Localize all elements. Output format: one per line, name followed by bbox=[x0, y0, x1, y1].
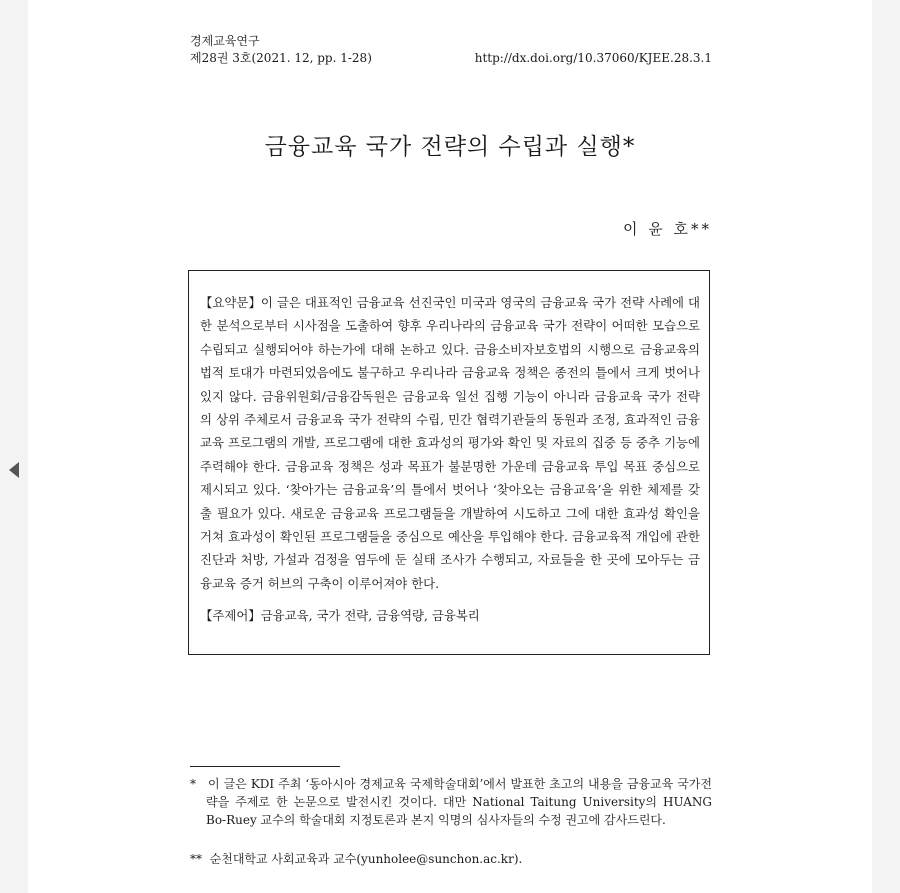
keywords: 【주제어】금융교육, 국가 전략, 금융역량, 금융복리 bbox=[200, 608, 480, 623]
doi-link[interactable]: http://dx.doi.org/10.37060/KJEE.28.3.1 bbox=[474, 51, 712, 65]
paper-title: 금융교육 국가 전략의 수립과 실행* bbox=[264, 134, 636, 160]
abstract-text: 【요약문】이 글은 대표적인 금융교육 선진국인 미국과 영국의 금융교육 국가 전략 사례에 대한 분석으로부터 시사점을 도출하여 향후 우리나라의 금융교육 국가 전략이 어떠한 모습으로 수립되고 실행되어야 하는가에 대해 논하고 있다. 금융소비자보호법의 시행으로 금융교육의 법적 토대가 마련되었음에도 불구하고 우리나라 금융교육 정책은 종전의 틀에서 크게 벗어나 있지 않다. 금융위원회/금융감독원은 금융교육 일선 집행 기능이 아니라 금융교육 국가 전략의 상위 주체로서 금융교육 국가 전략의 수립, 민간 협력기관들의 동원과 조정, 효과적인 금융교육 프로그램의 개발, 프로그램에 대한 효과성의 평가와 확인 및 자료의 집중 등 중추 기능에 주력해야 한다. 금융교육 정책은 성과 목표가 불분명한 가운데 금융교육 투입 목표 중심으로 제시되고 있다. ‘찾아가는 금융교육’의 틀에서 벗어나 ‘찾아오는 금융교육’을 위한 체제를 갖출 필요가 있다. 새로운 금융교육 프로그램들을 개발하여 시도하고 그에 대한 효과성 확인을 거쳐 효과성이 확인된 프로그램들을 중심으로 예산을 투입해야 한다. 금융교육적 개입에 관한 진단과 처방, 가설과 검정을 염두에 둔 실태 조사가 수행되고, 자료들을 한 곳에 모아두는 금융교육 증거 허브의 구축이 이루어져야 한다. bbox=[200, 295, 700, 591]
abstract-box bbox=[188, 270, 710, 655]
journal-name: 경제교육연구 bbox=[190, 34, 260, 48]
footnote-2-text: 순천대학교 사회교육과 교수(yunholee@sunchon.ac.kr). bbox=[209, 852, 523, 866]
journal-header bbox=[190, 33, 372, 67]
footnote-1 bbox=[190, 775, 712, 829]
footnote-2 bbox=[190, 850, 522, 868]
author-name: 이 윤 호** bbox=[622, 220, 712, 238]
footnote-1-text: 이 글은 KDI 주최 ‘동아시아 경제교육 국제학술대회’에서 발표한 초고의 내용을 금융교육 국가전략을 주제로 한 논문으로 발전시킨 것이다. 대만 National Taitung University의 HUANG Bo-Ruey 교수의 학술대회 지정토론과 본지 익명의 심사자들의 수정 권고에 감사드린다. bbox=[206, 777, 712, 827]
journal-issue: 제28권 3호(2021. 12, pp. 1-28) bbox=[190, 51, 372, 65]
previous-page-arrow-icon[interactable] bbox=[9, 462, 19, 478]
footnote-divider bbox=[190, 766, 340, 767]
footnote-1-mark: * bbox=[190, 777, 196, 791]
footnote-2-mark: ** bbox=[190, 852, 202, 866]
